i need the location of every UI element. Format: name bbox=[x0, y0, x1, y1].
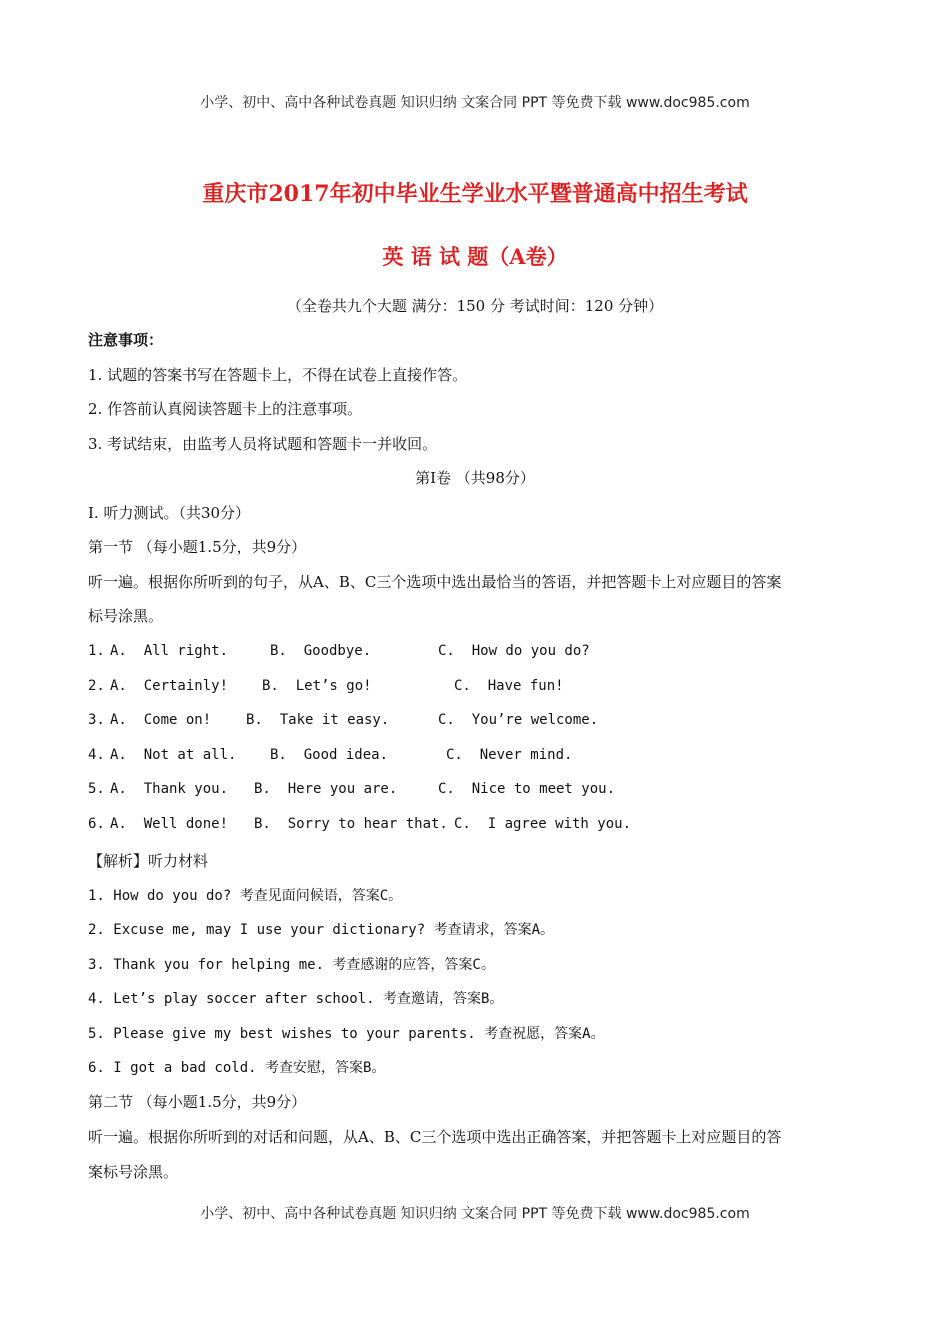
option-c: C. I agree with you. bbox=[454, 816, 632, 832]
option-a: A. Certainly! bbox=[110, 678, 229, 694]
part-heading: 第Ⅰ卷 （共98分） bbox=[415, 469, 535, 487]
notice-2: 2. 作答前认真阅读答题卡上的注意事项。 bbox=[88, 400, 363, 418]
question-number: 5. bbox=[88, 781, 105, 797]
option-a: A. Thank you. bbox=[110, 781, 229, 797]
option-c: C. You’re welcome. bbox=[438, 712, 599, 728]
option-c: C. Never mind. bbox=[446, 747, 573, 763]
option-c: C. How do you do? bbox=[438, 643, 590, 659]
question-number: 6. bbox=[88, 816, 105, 832]
option-b: B. Sorry to hear that. bbox=[254, 816, 448, 832]
instruction-2-line-2: 案标号涂黑。 bbox=[88, 1163, 179, 1181]
exam-info: （全卷共九个大题 满分：150 分 考试时间：120 分钟） bbox=[286, 297, 664, 315]
notice-heading: 注意事项： bbox=[88, 331, 164, 349]
option-c: C. Nice to meet you. bbox=[438, 781, 616, 797]
option-b: B. Good idea. bbox=[270, 747, 389, 763]
option-a: A. All right. bbox=[110, 643, 229, 659]
option-b: B. Let’s go! bbox=[262, 678, 372, 694]
analysis-line: 1. How do you do? 考查见面问候语，答案C。 bbox=[88, 888, 403, 904]
instruction-1-line-2: 标号涂黑。 bbox=[88, 607, 164, 625]
option-a: A. Well done! bbox=[110, 816, 229, 832]
question-number: 3. bbox=[88, 712, 105, 728]
option-a: A. Not at all. bbox=[110, 747, 237, 763]
analysis-line: 3. Thank you for helping me. 考查感谢的应答，答案C。 bbox=[88, 957, 495, 973]
option-c: C. Have fun! bbox=[454, 678, 564, 694]
page-header: 小学、初中、高中各种试卷真题 知识归纳 文案合同 PPT 等免费下载 www.doc985.com bbox=[200, 95, 750, 111]
notice-1: 1. 试题的答案书写在答题卡上，不得在试卷上直接作答。 bbox=[88, 366, 468, 384]
section-1-heading: Ⅰ. 听力测试。（共30分） bbox=[88, 504, 251, 522]
analysis-line: 6. I got a bad cold. 考查安慰，答案B。 bbox=[88, 1060, 386, 1076]
instruction-1-line-1: 听一遍。根据你所听到的句子，从A、B、C三个选项中选出最恰当的答语，并把答题卡上对应题目的答案 bbox=[88, 573, 782, 591]
question-number: 4. bbox=[88, 747, 105, 763]
exam-title: 重庆市2017年初中毕业生学业水平暨普通高中招生考试 bbox=[202, 181, 748, 207]
analysis-heading: 【解析】听力材料 bbox=[88, 852, 209, 870]
analysis-line: 4. Let’s play soccer after school. 考查邀请，答案B。 bbox=[88, 991, 504, 1007]
analysis-line: 5. Please give my best wishes to your parents. 考查祝愿，答案A。 bbox=[88, 1026, 605, 1042]
section-1-part-1: 第一节 （每小题1.5分，共9分） bbox=[88, 538, 307, 556]
question-number: 1. bbox=[88, 643, 105, 659]
option-a: A. Come on! bbox=[110, 712, 212, 728]
instruction-2-line-1: 听一遍。根据你所听到的对话和问题，从A、B、C三个选项中选出正确答案，并把答题卡上对应题目的答 bbox=[88, 1128, 782, 1146]
question-number: 2. bbox=[88, 678, 105, 694]
option-b: B. Here you are. bbox=[254, 781, 398, 797]
notice-3: 3. 考试结束，由监考人员将试题和答题卡一并收回。 bbox=[88, 435, 438, 453]
page-footer: 小学、初中、高中各种试卷真题 知识归纳 文案合同 PPT 等免费下载 www.doc985.com bbox=[200, 1206, 750, 1222]
analysis-line: 2. Excuse me, may I use your dictionary? 考查请求，答案A。 bbox=[88, 922, 555, 938]
exam-subtitle: 英 语 试 题（A卷） bbox=[382, 244, 568, 269]
option-b: B. Take it easy. bbox=[246, 712, 390, 728]
option-b: B. Goodbye. bbox=[270, 643, 372, 659]
section-1-part-2: 第二节 （每小题1.5分，共9分） bbox=[88, 1093, 307, 1111]
